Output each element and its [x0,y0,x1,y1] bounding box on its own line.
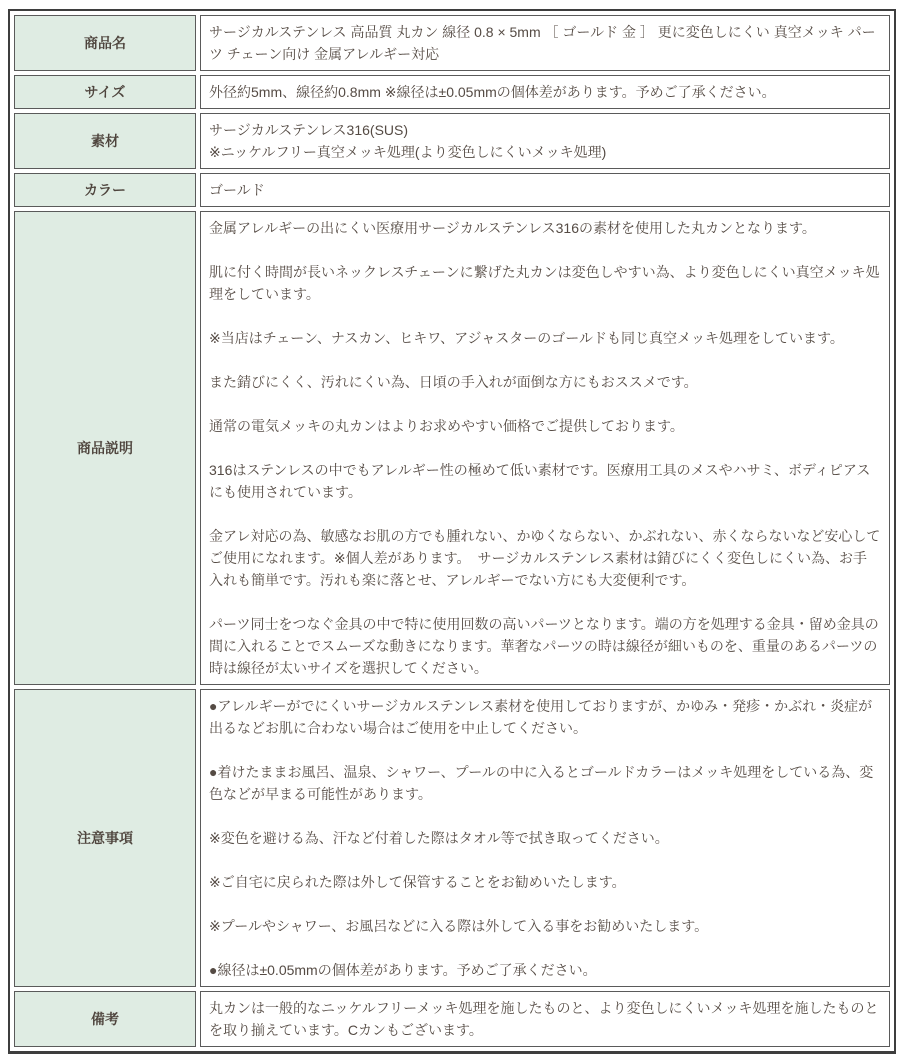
row-content [200,173,890,207]
row-label: 備考 [14,991,196,1047]
table-row [14,75,890,109]
paragraph: 肌に付く時間が長いネックレスチェーンに繋げた丸カンは変色しやすい為、より変色しにくい真空メッキ処理をしています。 [209,264,880,302]
paragraph: 316はステンレスの中でもアレルギー性の極めて低い素材です。医療用工具のメスやハサミ、ボディピアスにも使用されています。 [209,462,871,500]
paragraph: ●アレルギーがでにくいサージカルステンレス素材を使用しておりますが、かゆみ・発疹・かぶれ・炎症が出るなどお肌に合わない場合はご使用を中止してください。 [209,698,873,736]
table-row [14,689,890,987]
paragraph: ※プールやシャワー、お風呂などに入る際は外して入る事をお勧めいたします。 [209,918,709,934]
paragraph: サージカルステンレス316(SUS) ※ニッケルフリー真空メッキ処理(より変色しにくいメッキ処理) [209,122,607,160]
table-row [14,173,890,207]
row-label: 注意事項 [14,689,196,987]
product-spec-table [8,9,896,1054]
row-content [200,211,890,685]
row-content [200,75,890,109]
paragraph: ※ご自宅に戻られた際は外して保管することをお勧めいたします。 [209,874,626,890]
table-row [14,991,890,1047]
row-label: サイズ [14,75,196,109]
paragraph: 金属アレルギーの出にくい医療用サージカルステンレス316の素材を使用した丸カンとなります。 [209,220,816,236]
table-row [14,113,890,169]
paragraph: 通常の電気メッキの丸カンはよりお求めやすい価格でご提供しております。 [209,418,684,434]
row-content [200,113,890,169]
paragraph: また錆びにくく、汚れにくい為、日頃の手入れが面倒な方にもおススメです。 [209,374,698,390]
table-row [14,15,890,71]
row-label: 商品説明 [14,211,196,685]
paragraph: ※当店はチェーン、ナスカン、ヒキワ、アジャスターのゴールドも同じ真空メッキ処理をしています。 [209,330,844,346]
row-label: 素材 [14,113,196,169]
paragraph: ●着けたままお風呂、温泉、シャワー、プールの中に入るとゴールドカラーはメッキ処理をしている為、変色などが早まる可能性があります。 [209,764,874,802]
paragraph: 金アレ対応の為、敏感なお肌の方でも腫れない、かゆくならない、かぶれない、赤くならないなど安心してご使用になれます。※個人差があります。 サージカルステンレス素材は錆びにくく変色しにくい為、お手入れも簡単です。汚れも楽に落とせ、アレルギーでない方にも大変便利です。 [209,528,881,588]
row-content [200,991,890,1047]
row-label: カラー [14,173,196,207]
paragraph: ゴールド [209,182,265,198]
paragraph: ※変色を避ける為、汗など付着した際はタオル等で拭き取ってください。 [209,830,669,846]
row-label: 商品名 [14,15,196,71]
table-row [14,211,890,685]
paragraph: 外径約5mm、線径約0.8mm ※線径は±0.05mmの個体差があります。予めご了承ください。 [209,84,776,100]
paragraph: サージカルステンレス 高品質 丸カン 線径 0.8 × 5mm ［ ゴールド 金 ］ 更に変色しにくい 真空メッキ パーツ チェーン向け 金属アレルギー対応 [209,24,876,62]
spec-table-body [14,15,890,1047]
paragraph: 丸カンは一般的なニッケルフリーメッキ処理を施したものと、より変色しにくいメッキ処理を施したものとを取り揃えています。Cカンもございます。 [209,1000,879,1038]
paragraph: ●線径は±0.05mmの個体差があります。予めご了承ください。 [209,962,597,978]
row-content [200,15,890,71]
row-content [200,689,890,987]
paragraph: パーツ同士をつなぐ金具の中で特に使用回数の高いパーツとなります。端の方を処理する金具・留め金具の間に入れることでスムーズな動きになります。華奢なパーツの時は線径が細いものを、重量のあるパーツの時は線径が太いサイズを選択してください。 [209,616,879,676]
